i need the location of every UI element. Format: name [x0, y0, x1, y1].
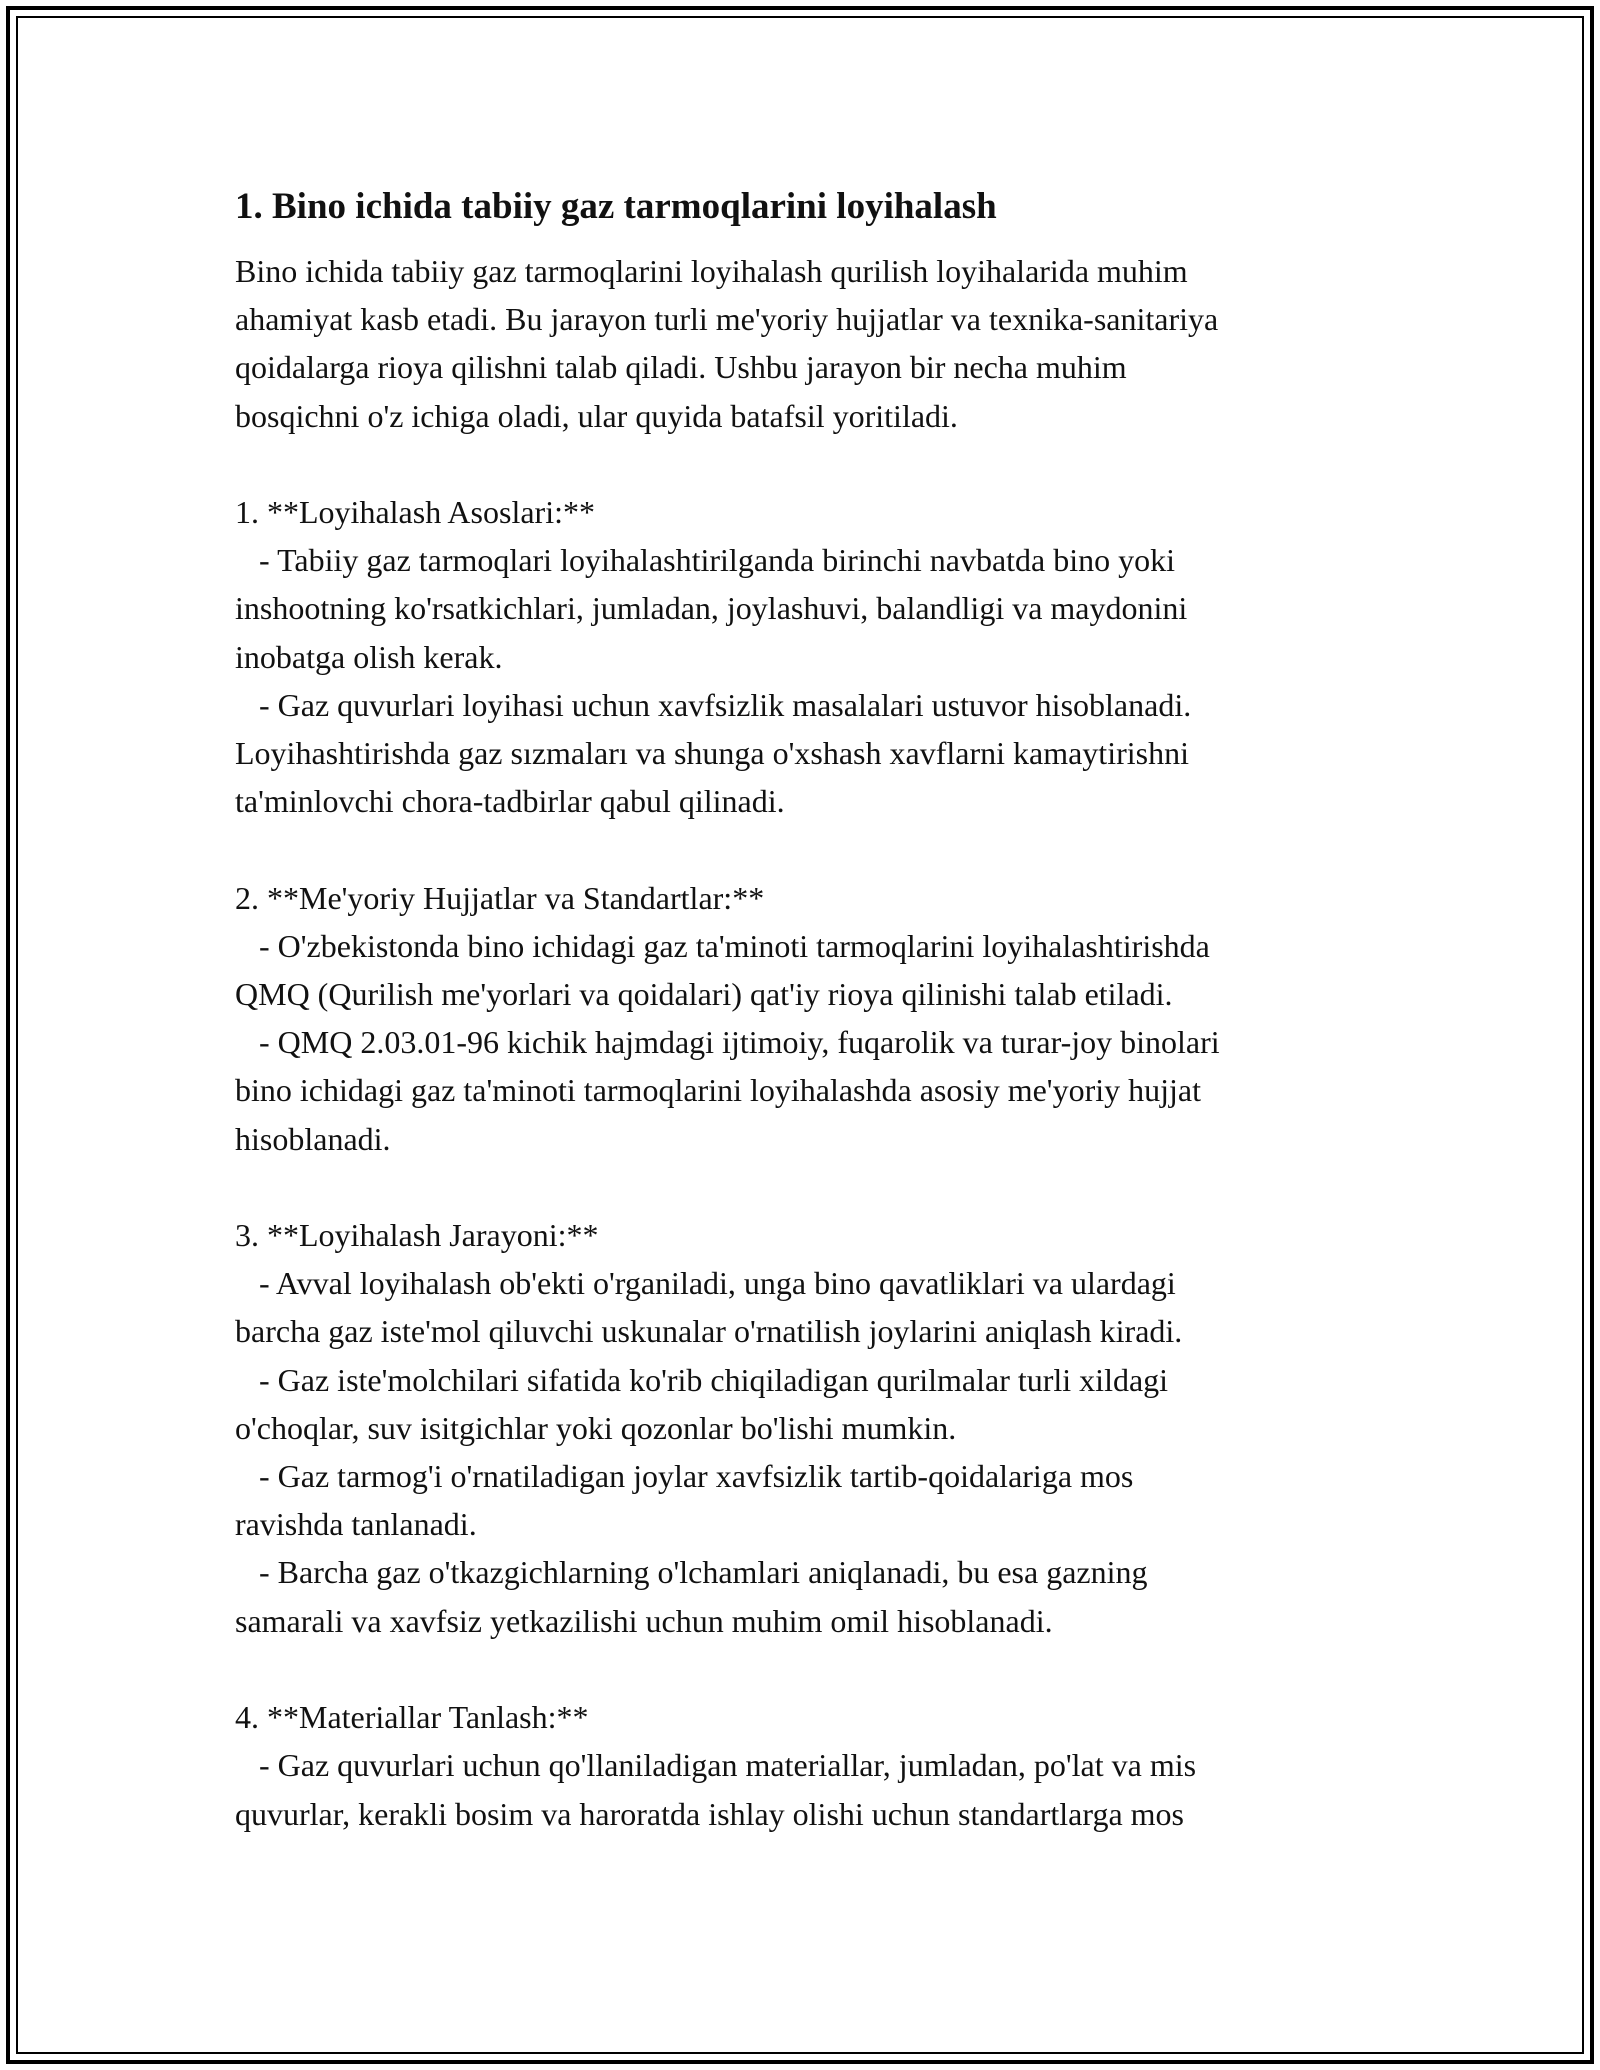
document-body: Bino ichida tabiiy gaz tarmoqlarini loyihalash qurilish loyihalarida muhim ahamiyat kasb etadi. Bu jarayon turli me'yoriy hujjatlar va texnika-sanitariya qoidalarga rioya qilishni talab qiladi. Ushbu jarayon bir necha muhim bosqichni o'z ichiga oladi, ular quyida batafsil yoritiladi. 1. **Loyihalash Asoslari:** - Tabiiy gaz tarmoqlari loyihalashtirilganda birinchi navbatda bino yoki inshootning ko'rsatkichlari, jumladan, joylashuvi, balandligi va maydonini inobatga olish kerak. - Gaz quvurlari loyihasi uchun xavfsizlik masalalari ustuvor hisoblanadi. Loyihashtirishda gaz sızmaları va shunga o'xshash xavflarni kamaytirishni ta'minlovchi chora-tadbirlar qabul qilinadi. 2. **Me'yoriy Hujjatlar va Standartlar:** - O'zbekistonda bino ichidagi gaz ta'minoti tarmoqlarini loyihalashtirishda QMQ (Qurilish me'yorlari va qoidalari) qat'iy rioya qilinishi talab etiladi. - QMQ 2.03.01-96 kichik hajmdagi ijtimoiy, fuqarolik va turar-joy binolari bino ichidagi gaz ta'minoti tarmoqlarini loyihalashda asosiy me'yoriy hujjat hisoblanadi. 3. **Loyihalash Jarayoni:** - Avval loyihalash ob'ekti o'rganiladi, unga bino qavatliklari va ulardagi barcha gaz iste'mol qiluvchi uskunalar o'rnatilish joylarini aniqlash kiradi. - Gaz iste'molchilari sifatida ko'rib chiqiladigan qurilmalar turli xildagi o'choqlar, suv isitgichlar yoki qozonlar bo'lishi mumkin. - Gaz tarmog'i o'rnatiladigan joylar xavfsizlik tartib-qoidalariga mos ravishda tanlanadi. - Barcha gaz o'tkazgichlarning o'lchamlari aniqlanadi, bu esa gazning samarali va xavfsiz yetkazilishi uchun muhim omil hisoblanadi. 4. **Materiallar Tanlash:** - Gaz quvurlari uchun qo'llaniladigan materiallar, jumladan, po'lat va mis quvurlar, kerakli bosim va haroratda ishlay olishi uchun standartlarga mos — [235, 253, 1220, 1832]
document-content — [235, 183, 1395, 1838]
document-title: 1. Bino ichida tabiiy gaz tarmoqlarini loyihalash — [235, 186, 997, 227]
